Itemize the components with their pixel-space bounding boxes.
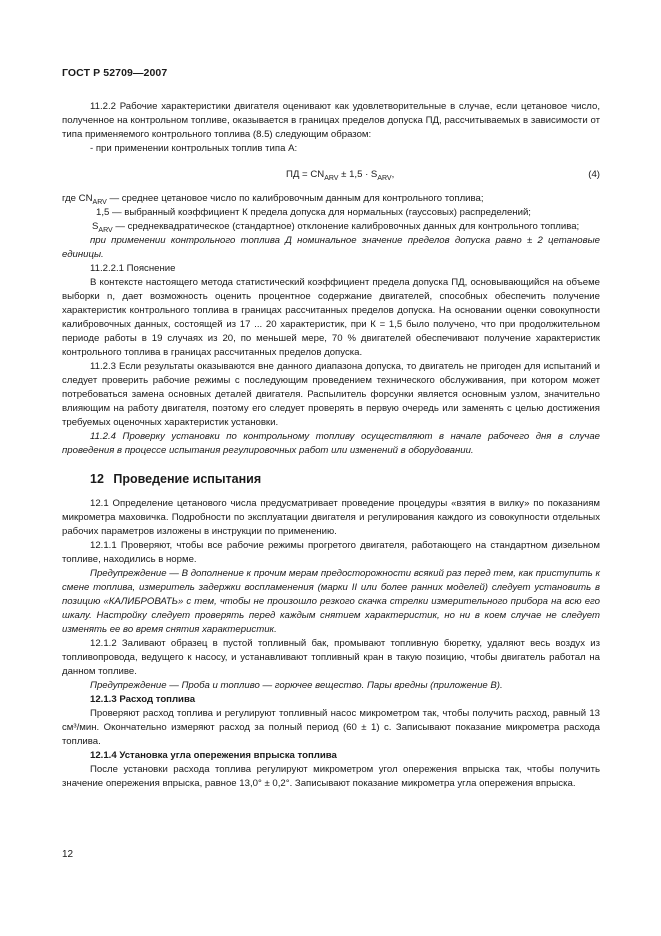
paragraph-11-2-2: 11.2.2 Рабочие характеристики двигателя оценивают как удовлетворительные в случае, если цетановое число, полученное на контрольном топливе, оказывается в границах пределов допуска ПД, рассчитываемых в зависимости от типа применяемого контрольного топлива (8.5) следующим образом: — [62, 101, 600, 140]
paragraph-12-1-3: Проверяют расход топлива и регулируют топливный насос микрометром так, чтобы получить расход, равный 13 см³/мин. Окончательно измеряют расход за полный период (60 ± 1) с. Записывают показание микрометра расхода топлива. — [62, 708, 600, 747]
page-number: 12 — [62, 849, 74, 860]
paragraph-12-1-1: 12.1.1 Проверяют, чтобы все рабочие режимы прогретого двигателя, работающего на стандартном дизельном топливе, находились в норме. — [62, 540, 600, 565]
paragraph-12-1: 12.1 Определение цетанового числа предусматривает проведение процедуры «взятия в вилку» по показаниям микрометра маховичка. Подробности по эксплуатации двигателя и регулирования каждого из совокупности отдельных рабочих параметров изложены в инструкции по применению. — [62, 498, 600, 537]
paragraph-11-2-4: 11.2.4 Проверку установки по контрольному топливу осуществляют в начале рабочего дня в случае проведения в процессе испытания регулировочных работ или изменений в оборудовании. — [62, 431, 600, 456]
document-body — [62, 100, 600, 791]
paragraph-dash-a: - при применении контрольных топлив типа А: — [90, 143, 298, 154]
where-line-1: где $CN_{ARV}$ — среднее цетановое число по калибровочным данным для контрольного топлива; — [62, 193, 484, 206]
formula-expression: ПД = $CN_{ARV} \pm 1,5 \cdot S_{ARV}$, — [286, 169, 395, 182]
paragraph-12-1-4: После установки расхода топлива регулируют микрометром угол опережения впрыска так, чтобы получить значение опережения впрыска, равное 13,0° ± 0,2°. Записывают показание микрометра угла опережения впрыска. — [62, 764, 600, 789]
paragraph-context: В контексте настоящего метода статистический коэффициент предела допуска ПД, основывающийся на объеме выборки n, дает возможность оценить процентное содержание двигателей, способных обеспечить получение характеристик контрольного топлива в границах рассчитанных пределов допуска. На основании оценки совокупности калибровочных данных, состоящей из 17 ... 20 характеристик, при К = 1,5 было получено, что при продолжительном периоде работы в 19 случаях из 20, по меньшей мере, 70 % двигателей обеспечивают получение характеристик контрольного топлива в границах рассчитанных пределов допуска. — [62, 277, 600, 358]
section-12-heading: 12 Проведение испытания — [90, 472, 262, 486]
heading-12-1-4: 12.1.4 Установка угла опережения впрыска топлива — [90, 750, 337, 761]
warning-1: Предупреждение — В дополнение к прочим мерам предосторожности всякий раз перед тем, как приступить к смене топлива, измеритель задержки воспламенения (марки II или более ранних моделей) следует установить в позицию «КАЛИБРОВАТЬ» с тем, чтобы не произошло резкого скачка стрелки измерительного прибора на всю его шкалу. Настройку следует проверять перед каждым снятием характеристик, но ни в коем случае не следует изменять ее во время снятия характеристик. — [62, 568, 600, 635]
where-line-3: $S_{ARV}$ — среднеквадратическое (стандартное) отклонение калибровочных данных для контрольного топлива; — [92, 221, 580, 234]
paragraph-12-1-2: 12.1.2 Заливают образец в пустой топливный бак, промывают топливную бюретку, удаляют весь воздух из топливопровода, ведущего к насосу, и устанавливают топливный кран в такую позицию, чтобы двигатель работал на данном топливе. — [62, 638, 600, 677]
warning-2: Предупреждение — Проба и топливо — горючее вещество. Пары вредны (приложение В). — [90, 680, 503, 691]
paragraph-11-2-3: 11.2.3 Если результаты оказываются вне данного диапазона допуска, то двигатель не пригоден для испытаний и следует проверить рабочие режимы с последующим проведением технического обслуживания, при котором может потребоваться замена основных деталей двигателя. Распылитель форсунки является основным узлом, значительно влияющим на работу двигателя, поэтому его следует проверять в первую очередь или заменять с целью достижения требуемых оценочных характеристик установки. — [62, 361, 600, 428]
paragraph-fuel-d: при применении контрольного топлива Д номинальное значение пределов допуска равно ± 2 цетановые единицы. — [62, 235, 600, 260]
formula-number: (4) — [588, 169, 600, 180]
heading-12-1-3: 12.1.3 Расход топлива — [90, 694, 196, 705]
document-header: ГОСТ Р 52709—2007 — [62, 67, 168, 79]
where-line-2: 1,5 — выбранный коэффициент К предела допуска для нормальных (гауссовых) распределений; — [96, 207, 531, 218]
formula-4 — [62, 166, 600, 184]
paragraph-11-2-2-1: 11.2.2.1 Пояснение — [90, 263, 176, 274]
